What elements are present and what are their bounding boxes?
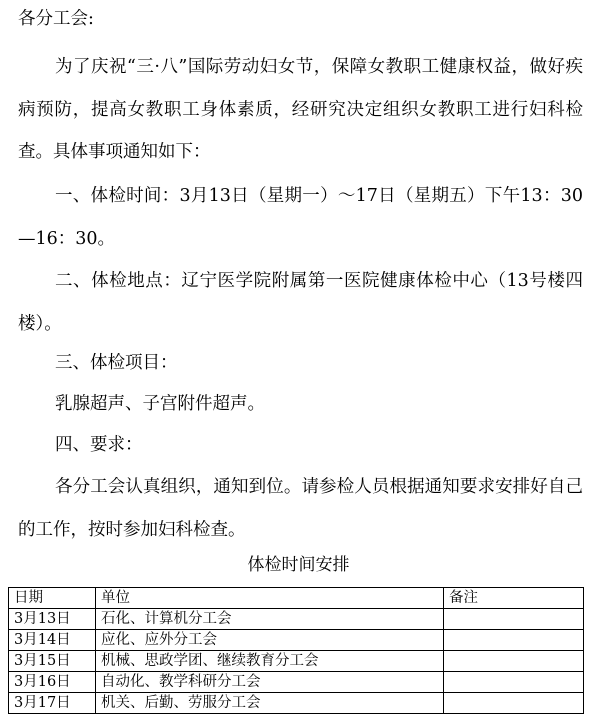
table-row bbox=[9, 651, 584, 672]
schedule-title: 体检时间安排 bbox=[247, 555, 350, 575]
table-row bbox=[9, 672, 584, 693]
table-row bbox=[9, 693, 584, 714]
schedule-table bbox=[8, 587, 584, 714]
salutation: 各分工会: bbox=[18, 9, 94, 29]
row-remark bbox=[444, 693, 584, 714]
exam-items-heading: 三、体检项目： bbox=[55, 353, 178, 373]
row-remark bbox=[444, 630, 584, 651]
table-row bbox=[9, 609, 584, 630]
header-unit: 单位 bbox=[96, 588, 444, 609]
exam-location-paragraph: 二、体检地点：辽宁医学院附属第一医院健康体检中心（13号楼四楼）。 bbox=[18, 271, 583, 334]
exam-items-content: 乳腺超声、子宫附件超声。 bbox=[55, 394, 265, 414]
header-date: 日期 bbox=[9, 588, 96, 609]
row-remark bbox=[444, 609, 584, 630]
requirements-paragraph: 各分工会认真组织，通知到位。请参检人员根据通知要求安排好自己的工作，按时参加妇科检查。 bbox=[18, 477, 583, 540]
exam-time-paragraph: 一、体检时间：3月13日（星期一）～17日（星期五）下午13：30—16：30。 bbox=[18, 186, 583, 249]
row-unit: 自动化、教学科研分工会 bbox=[96, 672, 444, 693]
row-unit: 石化、计算机分工会 bbox=[96, 609, 444, 630]
row-remark bbox=[444, 651, 584, 672]
row-unit: 机关、后勤、劳服分工会 bbox=[96, 693, 444, 714]
requirements-heading: 四、要求： bbox=[55, 435, 143, 455]
row-unit: 机械、思政学团、继续教育分工会 bbox=[96, 651, 444, 672]
row-date: 3月14日 bbox=[9, 630, 96, 651]
table-row bbox=[9, 630, 584, 651]
intro-paragraph: 为了庆祝“三·八”国际劳动妇女节，保障女教职工健康权益，做好疾病预防，提高女教职工身体素质，经研究决定组织女教职工进行妇科检查。具体事项通知如下： bbox=[18, 57, 583, 162]
row-unit: 应化、应外分工会 bbox=[96, 630, 444, 651]
header-remark: 备注 bbox=[444, 588, 584, 609]
row-date: 3月17日 bbox=[9, 693, 96, 714]
row-remark bbox=[444, 672, 584, 693]
table-header-row bbox=[9, 588, 584, 609]
row-date: 3月13日 bbox=[9, 609, 96, 630]
row-date: 3月16日 bbox=[9, 672, 96, 693]
row-date: 3月15日 bbox=[9, 651, 96, 672]
